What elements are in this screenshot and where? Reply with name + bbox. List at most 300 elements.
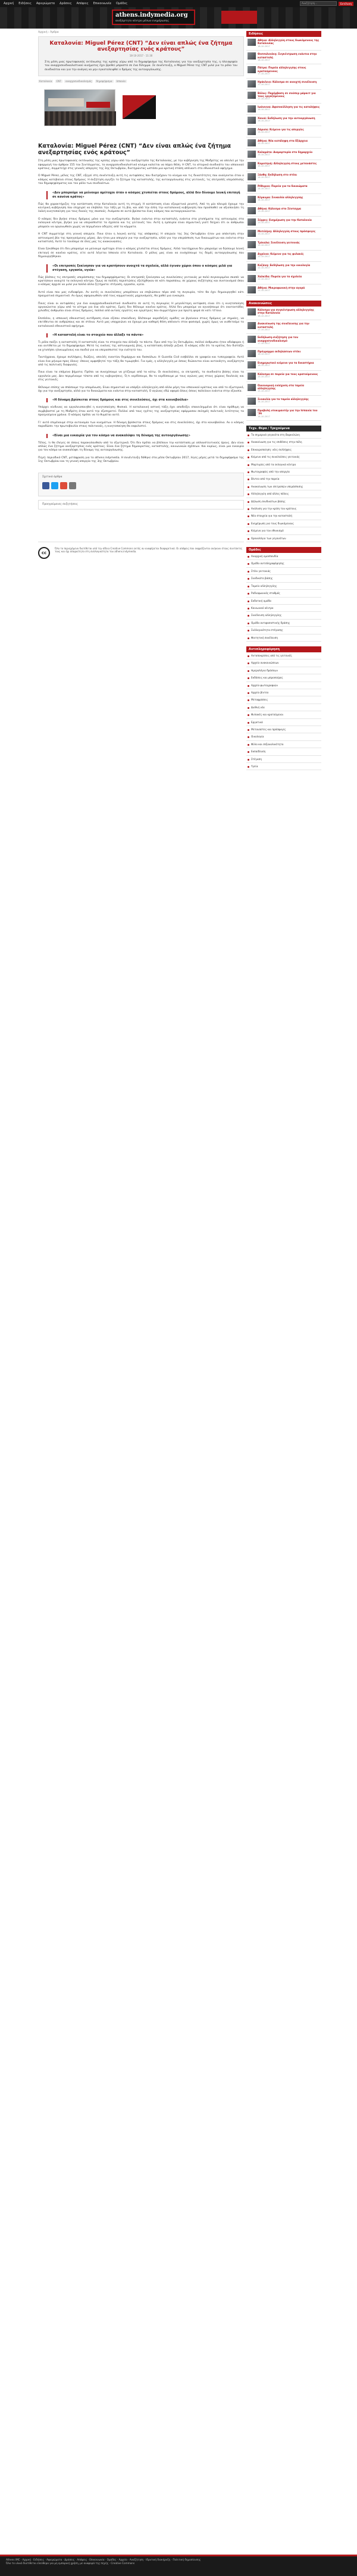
sidebar-item-date: 13-10-2017 <box>258 210 270 213</box>
sidebar-box-title: Τεχν. Θέρα / Τρεχούμενα <box>246 426 321 432</box>
sidebar-item-title: Χαλκίδα: Πορεία για τα σχολεία <box>258 274 302 278</box>
sidebar-list-item[interactable] <box>246 371 321 382</box>
sidebar-list-item[interactable] <box>246 719 321 726</box>
sidebar-item-text <box>258 218 312 226</box>
sidebar-item-title: Φωτογραφίες από την απεργία <box>251 470 290 473</box>
sidebar-item-title: Μυτιλήνη: Αλληλεγγύη στους πρόσφυγες <box>258 229 316 233</box>
bullet-icon <box>248 722 249 724</box>
sidebar-item-text <box>258 128 304 135</box>
thumbnail-image <box>248 275 256 282</box>
header-red-banner <box>221 11 257 24</box>
sidebar-item-text <box>258 39 320 48</box>
sidebar-item-text <box>258 230 315 237</box>
sidebar-item-title: Ανταποκρίσεις από τις γειτονιές <box>251 654 292 657</box>
sidebar-item-text <box>258 264 310 271</box>
sidebar-item-title: Ενημερωτικό κείμενο για τα δικαστήρια <box>258 361 314 364</box>
sidebar-list-item[interactable] <box>246 652 321 659</box>
sidebar-item-title: Αγρίνιο: Κείμενο για τις φυλακές <box>258 252 304 255</box>
sidebar-list-item[interactable] <box>246 512 321 520</box>
thumbnail-image <box>248 322 256 329</box>
bullet-icon <box>248 692 249 694</box>
pull-quote: «Η δύναμη βρίσκεται στους δρόμους και στις συνελεύσεις, όχι στα κοινοβούλια» <box>46 398 242 402</box>
sidebar-list-item[interactable] <box>246 307 321 320</box>
nav-item-features[interactable]: Αφιερώματα <box>36 2 55 5</box>
sidebar-item-date: 16-10-2017 <box>258 108 270 111</box>
sidebar-item-text <box>258 52 320 62</box>
sidebar-list-item[interactable] <box>246 583 321 590</box>
sidebar-item-title: Ανάλυση για την κρίση του κράτους <box>251 507 297 511</box>
thumbnail-image <box>248 373 256 380</box>
sidebar-item-title: Ομάδα αντιπληροφόρησης <box>251 562 284 565</box>
sidebar-item-text <box>258 105 320 112</box>
photo-banner <box>48 98 84 107</box>
sidebar-list-item[interactable] <box>246 748 321 755</box>
sidebar-item-title: Συλλογικότητα στέγασης <box>251 629 283 632</box>
thumbnail-image <box>248 117 256 124</box>
sidebar-item-text <box>258 398 309 405</box>
sidebar-item-title: Συνδικάτο βάσης <box>251 577 273 580</box>
license-block <box>38 542 244 565</box>
share-label: Σχετικά άρθρα <box>42 475 62 479</box>
sidebar-list-item[interactable] <box>246 505 321 512</box>
sidebar <box>246 31 321 775</box>
thumbnail-image <box>248 264 256 271</box>
twitter-icon[interactable] <box>51 482 58 489</box>
sidebar-groups-list <box>246 553 321 642</box>
bullet-icon <box>248 464 249 466</box>
sidebar-item-date: 16-10-2017 <box>258 131 270 134</box>
sidebar-item-date: 11-10-2017 <box>258 289 270 292</box>
bullet-icon <box>248 486 249 488</box>
nav-item-contact[interactable]: Επικοινωνία <box>93 2 111 5</box>
sidebar-item-date: 13-10-2017 <box>258 221 270 224</box>
sidebar-item-title: Δήλωση συνδικάτων βάσης <box>251 499 286 503</box>
sidebar-item-date: 12-10-2017 <box>258 267 270 270</box>
tag[interactable]: Καταλονία <box>39 80 52 83</box>
tag[interactable]: Ισπανία <box>116 80 126 83</box>
sidebar-item-text <box>258 361 314 368</box>
thumbnail-image <box>248 185 256 192</box>
related-discussions[interactable]: Προηγούμενες συζητήσεις <box>38 500 244 509</box>
sidebar-list-item[interactable] <box>246 711 321 718</box>
thumbnail-image <box>248 230 256 237</box>
sidebar-item-title: Ενημέρωση για τους διωκόμενους <box>251 521 294 525</box>
sidebar-item-date: 12-10-2017 <box>258 255 270 258</box>
sidebar-box-title: Αντιπληροφόρηση <box>246 646 321 652</box>
sidebar-item-title: Αλληλεγγύη από άλλες πόλεις <box>251 492 289 496</box>
sidebar-list-item[interactable] <box>246 217 321 228</box>
sidebar-list-item[interactable] <box>246 704 321 711</box>
sidebar-list-item[interactable] <box>246 194 321 205</box>
sidebar-list-item[interactable] <box>246 439 321 446</box>
sidebar-item-title: Κάλεσμα για συγκέντρωση αλληλεγγύης στην Καταλονία <box>258 308 314 315</box>
bullet-icon <box>248 538 249 540</box>
sidebar-list-item[interactable] <box>246 104 321 115</box>
sidebar-item-text <box>258 308 320 318</box>
bullet-icon <box>248 457 249 458</box>
sidebar-list-item[interactable] <box>246 590 321 597</box>
sidebar-item-text <box>258 275 302 282</box>
bullet-icon <box>248 699 249 701</box>
sidebar-list-item[interactable] <box>246 483 321 490</box>
sidebar-item-text <box>258 336 320 345</box>
sidebar-item-title: Αθήνα: Αλληλεγγύη στους διωκόμενους της Καταλονίας <box>258 39 320 45</box>
sidebar-item-title: Αρχείο ανακοινώσεων <box>251 661 279 665</box>
main-column <box>38 31 244 565</box>
sidebar-item-date: 17-10-2017 <box>258 328 270 331</box>
bullet-icon <box>248 714 249 716</box>
google-plus-icon[interactable] <box>60 482 67 489</box>
sidebar-item-text <box>258 185 308 192</box>
nav-item-actions[interactable]: Δράσεις <box>60 2 72 5</box>
sidebar-list-item[interactable] <box>246 575 321 582</box>
bullet-icon <box>248 677 249 679</box>
sidebar-item-title: Οικολογία <box>251 735 264 739</box>
bullet-icon <box>248 556 249 558</box>
sidebar-item-title: Φυλακές και κρατούμενοι <box>251 713 284 717</box>
sidebar-list-item[interactable] <box>246 160 321 171</box>
sidebar-item-title: Ομάδα αντιφασιστικής δράσης <box>251 621 290 624</box>
bullet-icon <box>248 442 249 443</box>
sidebar-item-title: Εκπαίδευση <box>251 750 266 754</box>
sidebar-item-text <box>258 66 320 76</box>
bullet-icon <box>248 515 249 517</box>
sidebar-item-date: 17-10-2017 <box>258 83 270 86</box>
sidebar-item-title: Επικαιροποίηση: νέες συλλήψεις <box>251 448 292 451</box>
article-headline: Καταλονία: Miguel Pérez (CNT) “Δεν είναι απλώς ένα ζήτημα ανεξαρτησίας ενός κράτους” <box>49 40 233 52</box>
sidebar-item-title: Χρονολόγιο των γεγονότων <box>251 536 286 540</box>
search-input[interactable]: Αναζήτηση... <box>300 1 337 6</box>
sidebar-item-title: Αναρχική ομοσπονδία <box>251 555 278 558</box>
sidebar-item-date: 14-10-2017 <box>258 415 270 418</box>
sidebar-item-text <box>258 139 308 146</box>
sidebar-list-item[interactable] <box>246 598 321 605</box>
sidebar-item-title: Τα σημερινά γεγονότα στη Βαρκελώνη <box>251 433 300 436</box>
sidebar-item-title: Κέρκυρα: Συναυλία αλληλεγγύης <box>258 195 303 199</box>
pull-quote: «Δεν μπορούμε να μείνουμε αμέτοχοι όταν ο κόσμος χτυπιέται στους δρόμους, αλλά δεν δίνουμε λευκή επιταγή σε κανένα κράτος» <box>46 191 242 199</box>
bullet-icon <box>248 563 249 565</box>
bullet-icon <box>248 615 249 617</box>
sidebar-list-item[interactable] <box>246 348 321 359</box>
sidebar-item-title: Εκδόσεις και μπροσούρες <box>251 676 283 680</box>
sidebar-list-item[interactable] <box>246 468 321 476</box>
sidebar-list-item[interactable] <box>246 407 321 421</box>
cnt-flag-icon <box>123 95 156 119</box>
sidebar-list-item[interactable] <box>246 560 321 567</box>
sidebar-item-title: Αθήνα: Νέα κατάληψη στα Εξάρχεια <box>258 139 308 142</box>
share-box <box>38 473 244 496</box>
sidebar-item-title: Ανακοίνωση της συνέλευσης για την καταστολή <box>258 322 309 329</box>
sidebar-list-item[interactable] <box>246 171 321 183</box>
sidebar-box-title: Ειδήσεις <box>246 31 321 37</box>
sidebar-list-item[interactable] <box>246 763 321 770</box>
bullet-icon <box>248 759 249 761</box>
sidebar-item-title: Ρέθυμνο: Πορεία για τα δικαιώματα <box>258 184 308 187</box>
sidebar-list-item[interactable] <box>246 461 321 468</box>
bullet-icon <box>248 623 249 624</box>
sidebar-list-item[interactable] <box>246 126 321 137</box>
sidebar-item-date: 16-10-2017 <box>258 364 270 367</box>
sidebar-item-title: Χανιά: Εκδήλωση για την αυτοοργάνωση <box>258 116 315 120</box>
sidebar-item-text <box>258 322 320 332</box>
article-media <box>38 89 244 136</box>
sidebar-list-item[interactable] <box>246 726 321 733</box>
thumbnail-image <box>248 39 256 46</box>
sidebar-item-date: 15-10-2017 <box>258 165 270 168</box>
sidebar-list-item[interactable] <box>246 51 321 64</box>
sidebar-list-item[interactable] <box>246 520 321 527</box>
sidebar-list-item[interactable] <box>246 137 321 149</box>
sidebar-item-title: Κείμενο για τον εθνικισμό <box>251 529 284 533</box>
bullet-icon <box>248 571 249 573</box>
sidebar-list-item[interactable] <box>246 273 321 285</box>
bullet-icon <box>248 685 249 687</box>
sidebar-item-text <box>258 373 318 380</box>
sidebar-item-date: 14-10-2017 <box>258 199 270 202</box>
sidebar-item-title: Φύλο και σεξουαλικότητα <box>251 742 284 746</box>
thumbnail-image <box>248 66 256 73</box>
sidebar-item-title: Πάτρα: Πορεία αλληλεγγύης στους κρατούμενους <box>258 66 306 73</box>
tag[interactable]: CNT <box>56 80 61 83</box>
article-paragraph: Ο Miguel Pérez, μέλος της CNT, εξηγεί στη συνέντευξη αυτή τις αντιφάσεις που διατρέχουν το κίνημα και τις δυνατότητες που ανοίγονται όταν ο κόσμος κατεβαίνει στους δρόμους. Η συζήτηση αγγίζει το ζήτημα της καταστολής, της αυτοοργάνωσης στις γειτονιές, τις επιτροπές υπεράσπισης του δημοψηφίσματος και τον ρόλο των συνδικάτων. <box>38 174 244 186</box>
sidebar-list-item[interactable] <box>246 320 321 334</box>
sidebar-list-item[interactable] <box>246 115 321 126</box>
article-paragraph: Πηγή: περιοδικό CNT, μετάφραση για το athens.indymedia. Η συνέντευξη δόθηκε στα μέσα Οκτωβρίου 2017, λίγες μέρες μετά το δημοψήφισμα της 1ης Οκτωβρίου και τη γενική απεργία της 3ης Οκτωβρίου. <box>38 456 244 464</box>
sidebar-item-title: Λάρισα: Κείμενο για τις απεργίες <box>258 127 304 131</box>
thumbnail-image <box>248 384 256 391</box>
thumbnail-image <box>248 105 256 112</box>
breadcrumb[interactable]: Αρχική › Άρθρα <box>38 31 59 34</box>
sidebar-item-title: Φοιτητική συνέλευση <box>251 636 278 639</box>
logo-subtitle: ανεξάρτητο κέντρο μέσων ενημέρωσης <box>115 20 169 23</box>
sidebar-item-date: 16-10-2017 <box>258 352 270 355</box>
sidebar-list-item[interactable] <box>246 682 321 689</box>
sidebar-list-item[interactable] <box>246 228 321 239</box>
sidebar-list-item[interactable] <box>246 454 321 461</box>
sidebar-item-date: 13-10-2017 <box>258 233 270 236</box>
sidebar-list-item[interactable] <box>246 90 321 104</box>
sidebar-list-item[interactable] <box>246 37 321 51</box>
bullet-icon <box>248 586 249 587</box>
bullet-icon <box>248 501 249 503</box>
thumbnail-image <box>248 52 256 60</box>
sidebar-list-item[interactable] <box>246 382 321 396</box>
sidebar-announcements-box <box>246 301 321 421</box>
thumbnail-image <box>248 207 256 214</box>
footer-notice: Όλο το υλικό διατίθεται ελεύθερα για μη εμπορική χρήση, με αναφορά της πηγής · Creative Commons <box>6 2562 135 2565</box>
bullet-icon <box>248 608 249 609</box>
article-paragraph: Αυτό είναι που μας ενδιαφέρει. Αν αυτές οι συνελεύσεις μπορέσουν να επιβιώσουν πέρα από τη συγκυρία, τότε θα έχει δημιουργηθεί κάτι πραγματικά σημαντικό. Αν όμως αφομοιωθούν από τους κομματικούς μηχανισμούς, θα χαθεί μια ευκαιρία. <box>38 290 244 298</box>
site-footer <box>0 2555 357 2576</box>
comments-area <box>38 513 244 537</box>
sidebar-item-text <box>258 241 300 248</box>
sidebar-list-item[interactable] <box>246 612 321 619</box>
sidebar-list-item[interactable] <box>246 205 321 217</box>
bullet-icon <box>248 434 249 436</box>
site-header <box>0 7 357 29</box>
email-icon[interactable] <box>69 482 76 489</box>
sidebar-item-text <box>258 207 301 214</box>
bullet-icon <box>248 766 249 768</box>
bullet-icon <box>248 493 249 495</box>
sidebar-item-text <box>258 409 320 418</box>
sidebar-list-item[interactable] <box>246 605 321 612</box>
sidebar-list-item[interactable] <box>246 396 321 407</box>
sidebar-list-item[interactable] <box>246 553 321 560</box>
thumbnail-image <box>248 409 256 416</box>
sidebar-list-item[interactable] <box>246 64 321 78</box>
sidebar-item-title: Θεσσαλονίκη: Συγκέντρωση ενάντια στην καταστολή <box>258 52 317 59</box>
top-navigation-bar <box>0 0 357 7</box>
sidebar-list-item[interactable] <box>246 527 321 534</box>
tag[interactable]: δημοψήφισμα <box>96 80 112 83</box>
share-icons <box>42 482 240 489</box>
sidebar-item-date: 17-10-2017 <box>258 342 270 345</box>
tag[interactable]: αναρχοσυνδικαλισμός <box>65 80 92 83</box>
sidebar-list-item[interactable] <box>246 251 321 262</box>
sidebar-list-item[interactable] <box>246 79 321 90</box>
sidebar-list-item[interactable] <box>246 432 321 439</box>
sidebar-item-date: 18-10-2017 <box>258 59 270 62</box>
footer-links[interactable]: Athens IMC · Αρχική · Ειδήσεις · Αφιερώματα · Δράσεις · Απόψεις · Επικοινωνία · Ομάδες · Αρχείο · Αναζήτηση · Ιδρυτική διακήρυξη · Πολιτική δημοσίευσης <box>6 2558 201 2561</box>
sidebar-item-title: Διεθνή νέα <box>251 705 265 709</box>
sidebar-list-item[interactable] <box>246 262 321 273</box>
sidebar-list-item[interactable] <box>246 667 321 674</box>
sidebar-list-item[interactable] <box>246 568 321 575</box>
sidebar-news-list <box>246 37 321 296</box>
sidebar-item-title: Μαρτυρίες από τα εκλογικά κέντρα <box>251 462 296 466</box>
sidebar-list-item[interactable] <box>246 498 321 505</box>
sidebar-item-text <box>258 80 317 87</box>
sidebar-list-item[interactable] <box>246 183 321 194</box>
sidebar-item-date: 17-10-2017 <box>258 98 270 101</box>
article-photo[interactable] <box>44 89 115 126</box>
sidebar-item-title: Κάλεσμα σε πορεία για τους κρατούμενους <box>258 372 318 376</box>
sidebar-live-box <box>246 426 321 542</box>
bullet-icon <box>248 670 249 672</box>
sidebar-list-item[interactable] <box>246 285 321 296</box>
facebook-icon[interactable] <box>42 482 49 489</box>
sidebar-box-title: Ανακοινώσεις <box>246 301 321 307</box>
sidebar-item-title: Ηράκλειο: Κάλεσμα σε ανοιχτή συνέλευση <box>258 80 317 83</box>
sidebar-list-item[interactable] <box>246 359 321 371</box>
sidebar-item-text <box>258 350 300 357</box>
sidebar-item-title: Οικονομική ενίσχυση στα ταμεία αλληλεγγύης <box>258 383 304 390</box>
thumbnail-image <box>248 361 256 368</box>
sidebar-item-title: Συνέλευση αλληλεγγύης <box>251 614 282 617</box>
sidebar-item-text <box>258 384 320 393</box>
bullet-icon <box>248 593 249 595</box>
thumbnail-image <box>248 151 256 158</box>
sidebar-list-item[interactable] <box>246 535 321 542</box>
sidebar-list-item[interactable] <box>246 334 321 348</box>
pull-quote: «Η καταστολή είναι το στοιχείο που άλλαξε τα πάντα» <box>46 333 242 337</box>
search-button[interactable]: Εκτέλεση <box>339 2 353 6</box>
photo-crowd <box>45 111 116 126</box>
article-date: 18-10-2017 · 11:30 <box>129 54 153 57</box>
article-paragraph: Τέλος, τι θα έλεγες σε όσους παρακολουθούν από το εξωτερικό; Ότι δεν πρέπει να βλέπουν την κατάσταση με απλουστευτικούς όρους. Δεν είναι απλώς ένα ζήτημα ανεξαρτησίας ενός κράτους. Είναι ένα ζήτημα δημοκρατίας, καταστολής, κοινωνικών σχέσεων. Και κυρίως, είναι μια ευκαιρία για τον κόσμο να ανακαλύψει τη δύναμη της αυτοοργάνωσης. <box>38 441 244 452</box>
thumbnail-image <box>248 241 256 248</box>
sidebar-item-title: Μεταφράσεις <box>251 698 268 702</box>
sidebar-list-item[interactable] <box>246 659 321 667</box>
sidebar-list-item[interactable] <box>246 674 321 681</box>
sidebar-item-date: 18-10-2017 <box>258 314 270 317</box>
sidebar-list-item[interactable] <box>246 741 321 748</box>
thumbnail-image <box>248 139 256 146</box>
article-paragraph: Πώς θα χαρακτήριζες την κατάσταση στην Καταλονία αυτή τη στιγμή; Η κατάσταση είναι εξαιρετικά ρευστή. Από τη μία πλευρά έχουμε την κεντρική κυβέρνηση που επιχειρεί να επιβάλει την τάξη με τη βία, και από την άλλη την καταλανική κυβέρνηση που προσπαθεί να αξιοποιήσει τη λαϊκή κινητοποίηση για τους δικούς της σκοπούς. Ανάμεσα σε αυτά βρίσκεται ένας κόσμος που αυτοοργανώνεται. <box>38 202 244 214</box>
sidebar-list-item[interactable] <box>246 149 321 160</box>
sidebar-item-title: Ανακοίνωση των επιτροπών υπεράσπισης <box>251 484 303 488</box>
article-paragraph: Ποιες είναι οι αντιφάσεις για ένα αναρχοσυνδικαλιστικό συνδικάτο σε αυτή τη συγκυρία; Η μεγαλύτερη αντίφαση είναι ότι η κινητοποίηση οργανώνεται γύρω από το αίτημα για ένα νέο κράτος. Εμείς δεν θέλουμε κανένα κράτος. Αλλά δεν μπορούμε να αγνοήσουμε ότι εκατοντάδες χιλιάδες άνθρωποι είναι στους δρόμους, πολλοί από αυτούς εργάτες και εργάτριες που συμμετέχουν για πρώτη φορά σε κάτι τέτοιο. <box>38 302 244 313</box>
sidebar-item-text <box>258 151 312 158</box>
sidebar-list-item[interactable] <box>246 634 321 642</box>
sidebar-item-title: Σέρρες: Ενημέρωση για την Καταλονία <box>258 218 312 221</box>
sidebar-list-item[interactable] <box>246 490 321 498</box>
sidebar-item-title: Αρχείο φωτογραφιών <box>251 683 278 687</box>
sidebar-item-title: Κομοτηνή: Αλληλεγγύη στους μετανάστες <box>258 161 317 165</box>
bullet-icon <box>248 736 249 738</box>
nav-item-home[interactable]: Αρχική <box>4 2 14 5</box>
site-logo[interactable] <box>112 10 195 25</box>
sidebar-item-text <box>258 252 304 260</box>
sidebar-list-item[interactable] <box>246 696 321 704</box>
thumbnail-image <box>248 196 256 203</box>
bullet-icon <box>248 744 249 746</box>
sidebar-list-item[interactable] <box>246 446 321 454</box>
bullet-icon <box>248 471 249 473</box>
sidebar-item-title: Στέκι γειτονιάς <box>251 569 271 573</box>
sidebar-item-title: Εκδήλωση-συζήτηση για τον αναρχοσυνδικαλισμό <box>258 336 299 342</box>
sidebar-list-item[interactable] <box>246 756 321 763</box>
sidebar-item-text <box>258 196 303 203</box>
article-paragraph: Τι ρόλο παίζει η καταστολή; Η καταστολή είναι το στοιχείο που άλλαξε τα πάντα. Πριν από την 1η Οκτωβρίου, πολλοί άνθρωποι ήταν αδιάφοροι ή και αντίθετοι με το δημοψήφισμα. Μετά τις εικόνες της αστυνομικής βίας, η κατάσταση άλλαξε ριζικά. Ο κόσμος είδε ότι το κράτος δεν διστάζει να χτυπήσει ηλικιωμένους και παιδιά για να υπερασπιστεί την ενότητά του. <box>38 341 244 352</box>
sidebar-list-item[interactable] <box>246 620 321 627</box>
sidebar-item-title: Μετανάστες και πρόσφυγες <box>251 728 286 731</box>
creative-commons-icon[interactable]: cc <box>38 547 50 559</box>
sidebar-live-list <box>246 432 321 542</box>
sidebar-item-date: 16-10-2017 <box>258 120 270 123</box>
sidebar-list-item[interactable] <box>246 476 321 483</box>
bullet-icon <box>248 523 249 525</box>
thumbnail-image <box>248 173 256 180</box>
sidebar-item-title: Ταμείο αλληλεγγύης <box>251 584 277 587</box>
article-header-box <box>38 36 244 76</box>
thumbnail-image <box>248 128 256 135</box>
sidebar-item-title: Εκδοτική ομάδα <box>251 599 271 602</box>
sidebar-item-title: Εργατικά <box>251 720 263 724</box>
article-body <box>38 160 244 464</box>
sidebar-item-title: Βόλος: Παρέμβαση σε σούπερ μάρκετ για τους εργαζόμενους <box>258 91 316 98</box>
sidebar-item-date: 12-10-2017 <box>258 244 270 247</box>
thumbnail-image <box>248 162 256 169</box>
bullet-icon <box>248 662 249 664</box>
nav-item-opinions[interactable]: Απόψεις <box>76 2 89 5</box>
sidebar-list-item[interactable] <box>246 733 321 740</box>
sidebar-item-date: 11-10-2017 <box>258 278 270 281</box>
sidebar-item-title: Στέγαση <box>251 757 262 761</box>
thumbnail-image <box>248 92 256 99</box>
nav-item-groups[interactable]: Ομάδες <box>115 2 128 5</box>
sidebar-item-date: 15-10-2017 <box>258 142 270 145</box>
sidebar-list-item[interactable] <box>246 689 321 696</box>
nav-item-news[interactable]: Ειδήσεις <box>18 2 32 5</box>
sidebar-list-item[interactable] <box>246 627 321 634</box>
sidebar-item-title: Βίντεο από την πορεία <box>251 477 280 481</box>
article-paragraph: Η CNT συμμετείχε στη γενική απεργία. Ποια ήταν η λογική αυτής της απόφασης; Η απεργία της 3ης Οκτωβρίου ήταν μια απάντηση στην αστυνομική βία της προηγούμενης μέρας. Δεν ήταν μια απεργία για την ανεξαρτησία, αλλά για την υπεράσπιση των δικαιωμάτων και ενάντια στην καταστολή. Αυτό το τονίσαμε σε όλες μας τις ανακοινώσεις. <box>38 233 244 243</box>
thumbnail-image <box>248 336 256 343</box>
sidebar-list-item[interactable] <box>246 239 321 251</box>
sidebar-item-text <box>258 286 305 293</box>
